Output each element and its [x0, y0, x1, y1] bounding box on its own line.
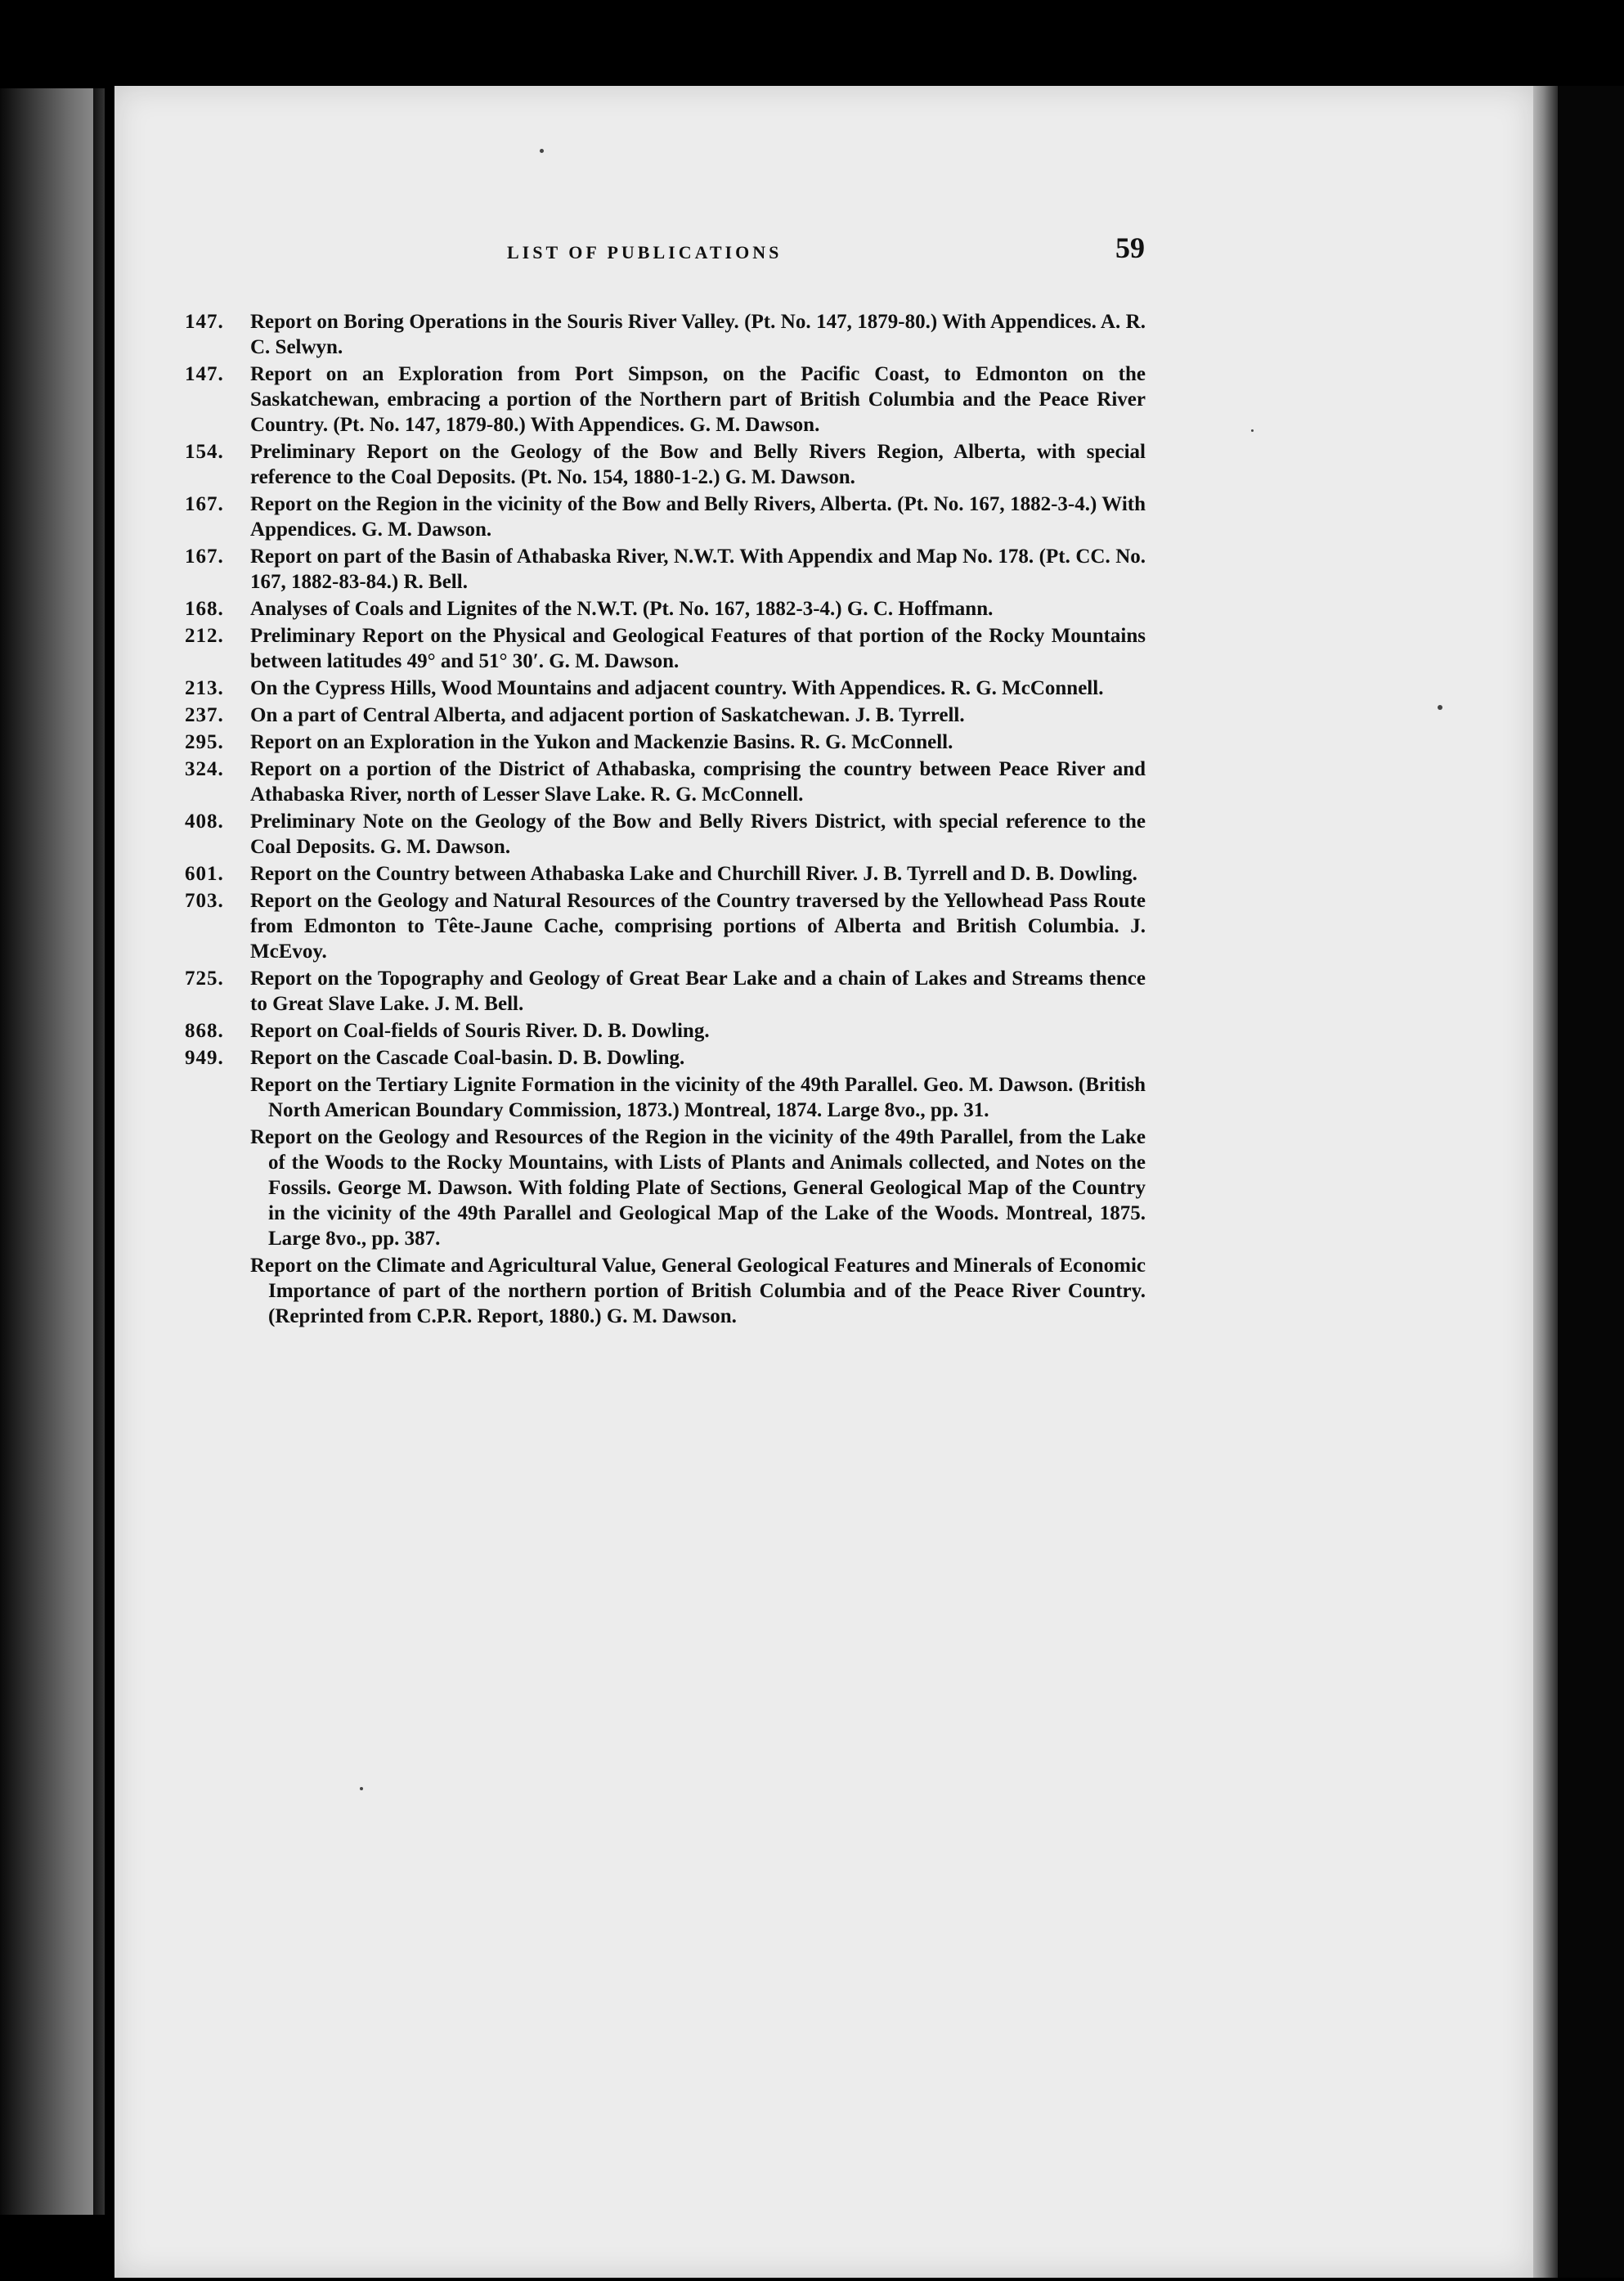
- unnumbered-entry: Report on the Climate and Agricultural Value, General Geological Features and Minerals of Economic Importance of part of the northern portion of British Columbia and of the Peace River Country. (Reprinted from C.P.R. Report, 1880.) G. M. Dawson.: [250, 1255, 1146, 1327]
- scan-speck: [360, 1787, 363, 1790]
- scan-right-border: [1558, 86, 1624, 2278]
- entry-text: Report on Coal-fields of Souris River. D. B. Dowling.: [250, 1020, 710, 1042]
- entry-text: Report on an Exploration in the Yukon and Mackenzie Basins. R. G. McConnell.: [250, 731, 953, 753]
- entry-text: Preliminary Report on the Geology of the Bow and Belly Rivers Region, Alberta, with special reference to the Coal Deposits. (Pt. No. 154, 1880-1-2.) G. M. Dawson.: [250, 441, 1146, 488]
- entry-number: 168.: [185, 598, 224, 620]
- entry-text: Report on part of the Basin of Athabaska River, N.W.T. With Appendix and Map No. 178. (Pt. CC. No. 167, 1882-83-84.) R. Bell.: [250, 546, 1146, 593]
- entry-number: 295.: [185, 731, 224, 753]
- scan-speck: [1251, 429, 1254, 432]
- entry-text: Report on a portion of the District of Athabaska, comprising the country between Peace River and Athabaska River, north of Lesser Slave Lake. R. G. McConnell.: [250, 758, 1146, 806]
- entry-text: Report on the Country between Athabaska Lake and Churchill River. J. B. Tyrrell and D. B. Dowling.: [250, 863, 1137, 885]
- entry-number: 868.: [185, 1020, 224, 1042]
- publication-entry: [185, 888, 1146, 964]
- entry-text: Report on the Geology and Natural Resources of the Country traversed by the Yellowhead Pass Route from Edmonton to Tête-Jaune Cache, comprising portions of Alberta and British Columbia. J. McEvoy.: [250, 890, 1146, 963]
- scan-speck: [540, 149, 544, 153]
- publication-entry: [185, 596, 1146, 622]
- publication-entry: [185, 492, 1146, 542]
- entry-number: 147.: [185, 311, 224, 333]
- publication-entry: [185, 703, 1146, 728]
- entry-text: Preliminary Report on the Physical and Geological Features of that portion of the Rocky Mountains between latitudes 49° and 51° 30′. G. M. Dawson.: [250, 625, 1146, 672]
- entry-number: 213.: [185, 677, 224, 699]
- publication-entry: [185, 730, 1146, 755]
- entry-number: 154.: [185, 441, 224, 463]
- entry-text: Analyses of Coals and Lignites of the N.W.T. (Pt. No. 167, 1882-3-4.) G. C. Hoffmann.: [250, 598, 994, 620]
- publication-entry: [185, 623, 1146, 674]
- entry-text: Report on the Topography and Geology of Great Bear Lake and a chain of Lakes and Streams thence to Great Slave Lake. J. M. Bell.: [250, 968, 1146, 1015]
- unnumbered-entry: Report on the Geology and Resources of the Region in the vicinity of the 49th Parallel, from the Lake of the Woods to the Rocky Mountains, with Lists of Plants and Animals collected, and Notes on the Fossils. George M. Dawson. With folding Plate of Sections, General Geological Map of the Country in the vicinity of the 49th Parallel and Geological Map of the Lake of the Woods. Montreal, 1875. Large 8vo., pp. 387.: [250, 1126, 1146, 1250]
- entry-text: Report on the Region in the vicinity of the Bow and Belly Rivers, Alberta. (Pt. No. 167, 1882-3-4.) With Appendices. G. M. Dawson.: [250, 493, 1146, 541]
- entry-number: 237.: [185, 704, 224, 726]
- unnumbered-entry: Report on the Tertiary Lignite Formation in the vicinity of the 49th Parallel. Geo. M. Dawson. (British North American Boundary Commission, 1873.) Montreal, 1874. Large 8vo., pp. 31.: [250, 1074, 1146, 1121]
- entry-number: 949.: [185, 1047, 224, 1069]
- entry-number: 408.: [185, 810, 224, 833]
- entry-text: Report on the Cascade Coal-basin. D. B. Dowling.: [250, 1047, 685, 1069]
- facing-page-edge: [0, 88, 96, 2215]
- publication-entry: [185, 439, 1146, 490]
- publication-entry: [185, 544, 1146, 595]
- entry-text: On a part of Central Alberta, and adjacent portion of Saskatchewan. J. B. Tyrrell.: [250, 704, 965, 726]
- entry-number: 725.: [185, 968, 224, 990]
- entry-number: 147.: [185, 363, 224, 385]
- publication-entry: [185, 809, 1146, 860]
- publication-entry: [185, 757, 1146, 807]
- page-number: 59: [1115, 231, 1145, 264]
- entry-text: On the Cypress Hills, Wood Mountains and adjacent country. With Appendices. R. G. McConnell.: [250, 677, 1104, 699]
- entry-number: 167.: [185, 546, 224, 568]
- entry-number: 167.: [185, 493, 224, 515]
- publication-entry: [185, 309, 1146, 360]
- publication-entry: [185, 1045, 1146, 1071]
- entry-number: 601.: [185, 863, 224, 885]
- entry-text: Report on an Exploration from Port Simpson, on the Pacific Coast, to Edmonton on the Saskatchewan, embracing a portion of the Northern part of British Columbia and the Peace River Country. (Pt. No. 147, 1879-80.) With Appendices. G. M. Dawson.: [250, 363, 1146, 436]
- scan-speck: [1438, 705, 1442, 710]
- publication-entry: [185, 676, 1146, 701]
- publication-entry: [185, 1018, 1146, 1044]
- entry-number: 703.: [185, 890, 224, 912]
- entry-number: 212.: [185, 625, 224, 647]
- publication-entry: [185, 966, 1146, 1017]
- running-title: LIST OF PUBLICATIONS: [507, 242, 783, 263]
- page-header: [507, 231, 1145, 270]
- entry-text: Preliminary Note on the Geology of the Bow and Belly Rivers District, with special reference to the Coal Deposits. G. M. Dawson.: [250, 810, 1146, 858]
- page-right-edge-shadow: [1533, 86, 1558, 2278]
- entry-number: 324.: [185, 758, 224, 780]
- publication-list: [185, 309, 1146, 1331]
- publication-entry: [185, 361, 1146, 438]
- publication-entry: [185, 861, 1146, 887]
- entry-text: Report on Boring Operations in the Souris River Valley. (Pt. No. 147, 1879-80.) With Appendices. A. R. C. Selwyn.: [250, 311, 1146, 358]
